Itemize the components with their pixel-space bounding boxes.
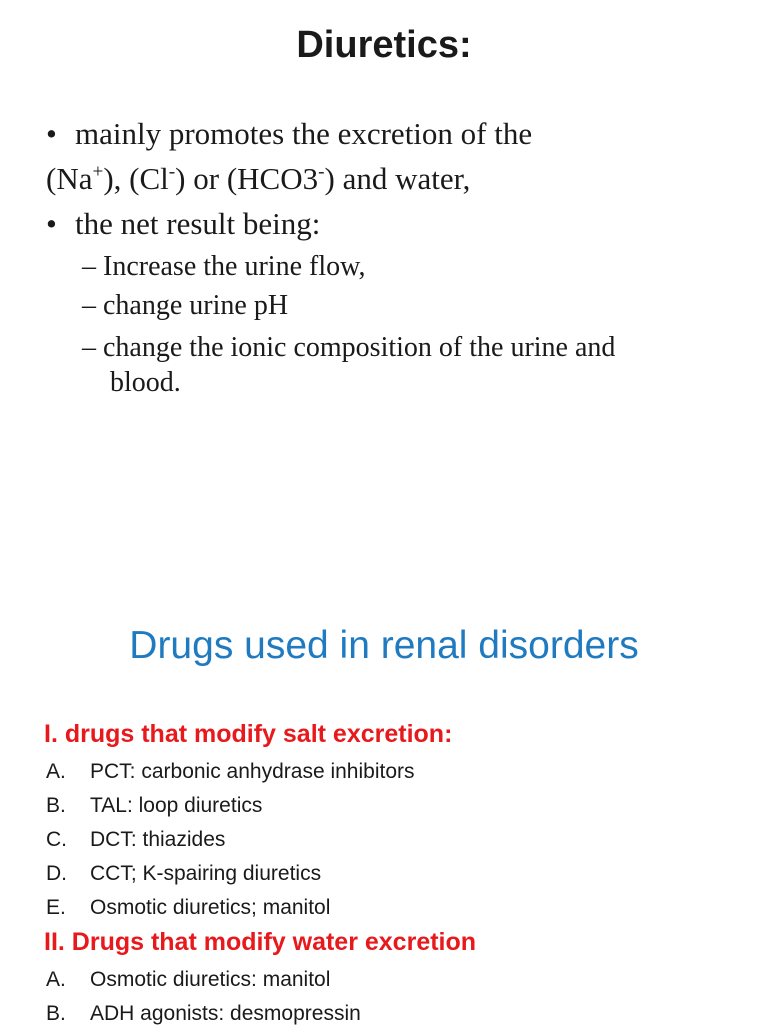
- list-item: A. Osmotic diuretics: manitol: [46, 968, 331, 991]
- list-item: B. ADH agonists: desmopressin: [46, 1002, 361, 1025]
- sub-item: – change the ionic composition of the urine and: [82, 332, 616, 363]
- sub-item: – change urine pH: [82, 290, 289, 321]
- bullet-marker: •: [46, 116, 57, 151]
- list-item: B. TAL: loop diuretics: [46, 794, 263, 817]
- bullet-1-text: mainly promotes the excretion of the: [75, 116, 533, 151]
- bullet-1-continuation: (Na+), (Cl-) or (HCO3-) and water,: [46, 161, 471, 196]
- slide-title: Drugs used in renal disorders: [129, 624, 639, 667]
- list-item: D. CCT; K-spairing diuretics: [46, 862, 322, 885]
- section-heading: II. Drugs that modify water excretion: [44, 928, 477, 956]
- list-item: E. Osmotic diuretics; manitol: [46, 896, 331, 919]
- list-item: C. DCT: thiazides: [46, 828, 226, 851]
- list-item: A. PCT: carbonic anhydrase inhibitors: [46, 760, 415, 783]
- slide-renal-drugs: [0, 560, 768, 1024]
- bullet-2-text: the net result being:: [75, 206, 321, 241]
- sub-item: – Increase the urine flow,: [82, 251, 366, 282]
- sub-item-continuation: blood.: [110, 367, 181, 398]
- slide-title: Diuretics:: [296, 24, 472, 66]
- section-heading: I. drugs that modify salt excretion:: [44, 720, 453, 748]
- bullet-marker: •: [46, 206, 57, 241]
